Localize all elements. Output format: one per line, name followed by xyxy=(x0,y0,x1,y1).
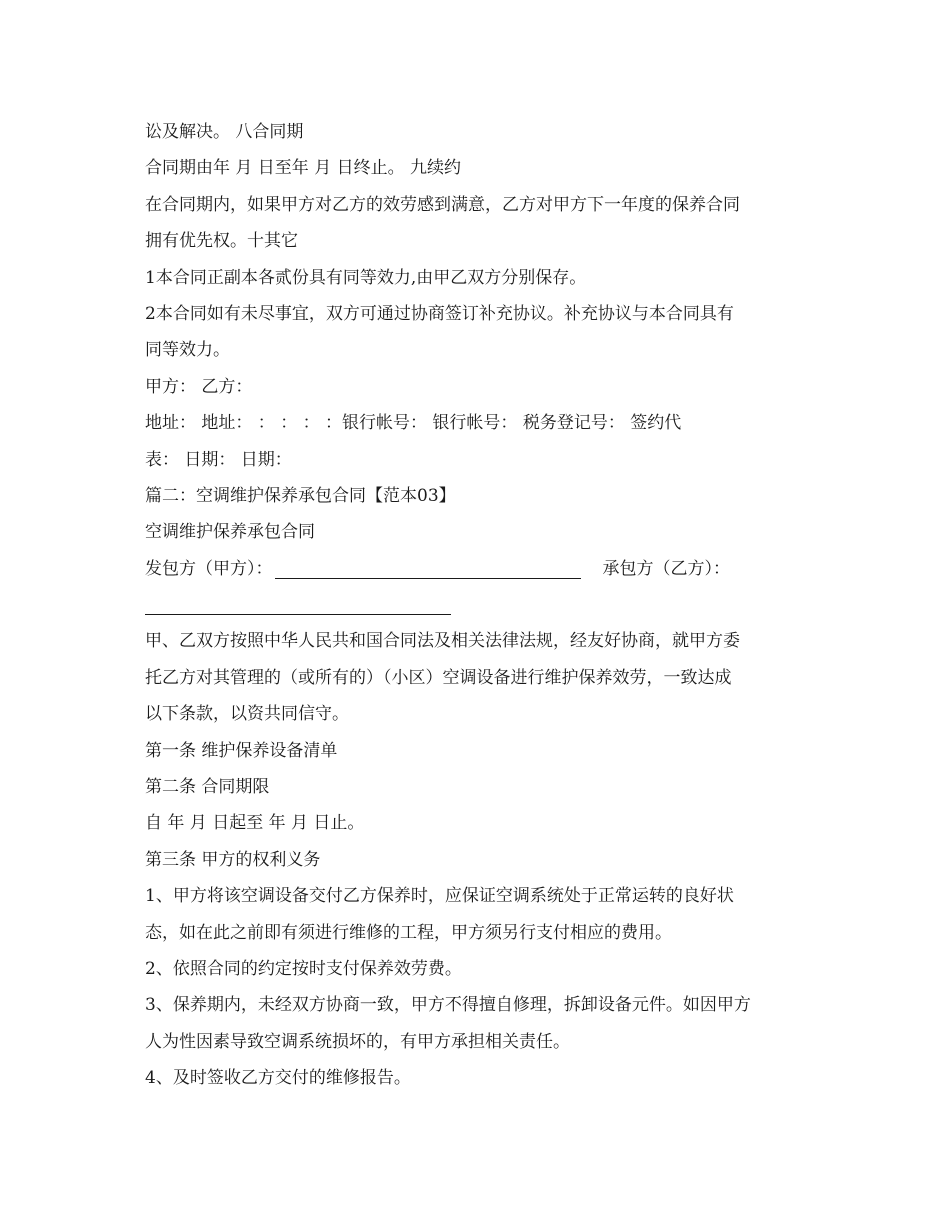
text-line: 态，如在此之前即有须进行维修的工程，甲方须另行支付相应的费用。 xyxy=(145,922,672,943)
article-heading: 第一条 维护保养设备清单 xyxy=(145,740,338,761)
party-line xyxy=(145,551,810,587)
text-line: 讼及解决。 八合同期 xyxy=(145,122,304,142)
document-body xyxy=(145,114,810,1097)
text-line: 1、甲方将该空调设备交付乙方保养时，应保证空调系统处于正常运转的良好状 xyxy=(145,886,734,907)
text-line: 2本合同如有未尽事宜，双方可通过协商签订补充协议。补充协议与本合同具有 xyxy=(145,303,734,324)
party-a-blank xyxy=(275,556,581,579)
text-line: 表： 日期： 日期： xyxy=(145,449,292,470)
section-heading: 篇二：空调维护保养承包合同【范本03】 xyxy=(145,485,456,506)
party-b-blank-line xyxy=(145,587,810,623)
contract-title: 空调维护保养承包合同 xyxy=(145,522,315,543)
article-heading: 第二条 合同期限 xyxy=(145,777,270,798)
party-b-label: 承包方（乙方）： xyxy=(602,558,730,579)
text-line: 在合同期内，如果甲方对乙方的效劳感到满意，乙方对甲方下一年度的保养合同 xyxy=(145,194,740,215)
text-line: 托乙方对其管理的（或所有的）（小区）空调设备进行维护保养效劳，一致达成 xyxy=(145,667,732,688)
party-b-blank xyxy=(145,592,451,615)
party-a-label: 发包方（甲方）： xyxy=(145,558,273,579)
article-heading: 第三条 甲方的权利义务 xyxy=(145,849,321,870)
text-line: 地址： 地址： ： ： ： ：银行帐号： 银行帐号： 税务登记号： 签约代 xyxy=(145,413,682,434)
text-line: 合同期由年 月 日至年 月 日终止。 九续约 xyxy=(145,158,462,179)
text-line: 3、保养期内，未经双方协商一致，甲方不得擅自修理，拆卸设备元件。如因甲方 xyxy=(145,995,751,1016)
text-line: 人为性因素导致空调系统损坏的，有甲方承担相关责任。 xyxy=(145,1031,570,1052)
text-line: 以下条款，以资共同信守。 xyxy=(145,704,349,725)
text-line: 自 年 月 日起至 年 月 日止。 xyxy=(145,813,365,834)
text-line: 甲方： 乙方： xyxy=(145,376,253,397)
text-line: 拥有优先权。十其它 xyxy=(145,231,298,252)
text-line: 4、及时签收乙方交付的维修报告。 xyxy=(145,1068,411,1089)
text-line: 1本合同正副本各贰份具有同等效力,由甲乙双方分别保存。 xyxy=(145,267,587,288)
text-line: 同等效力。 xyxy=(145,340,230,361)
text-line: 2、依照合同的约定按时支付保养效劳费。 xyxy=(145,958,462,979)
text-line: 甲、乙双方按照中华人民共和国合同法及相关法律法规，经友好协商，就甲方委 xyxy=(145,631,740,652)
